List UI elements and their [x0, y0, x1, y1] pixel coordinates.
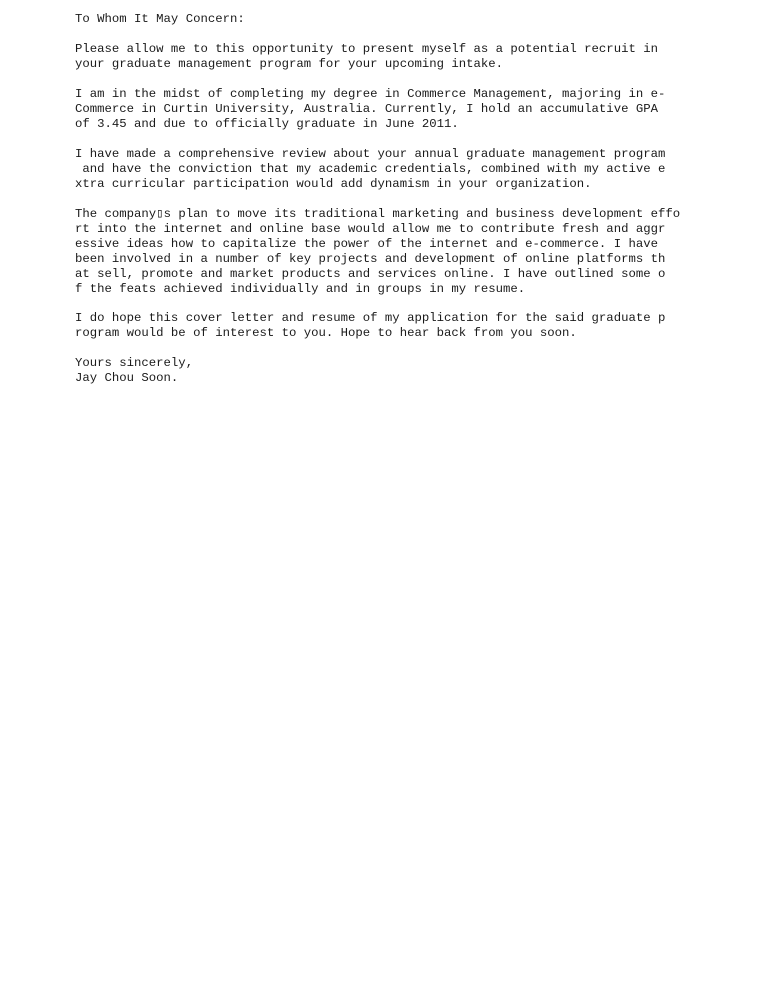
- paragraph-line: Commerce in Curtin University, Australia. Currently, I hold an accumulative GPA: [75, 101, 658, 116]
- paragraph-gap: [75, 27, 755, 42]
- paragraph-line: The company▯s plan to move its traditional marketing and business development effo: [75, 206, 681, 221]
- paragraph-line: been involved in a number of key projects and development of online platforms th: [75, 251, 666, 266]
- paragraph-line: of 3.45 and due to officially graduate in June 2011.: [75, 116, 459, 131]
- paragraph-line: essive ideas how to capitalize the power of the internet and e-commerce. I have: [75, 236, 658, 251]
- paragraph-experience: [75, 207, 755, 297]
- paragraph-line: f the feats achieved individually and in groups in my resume.: [75, 281, 526, 296]
- paragraph-line: I have made a comprehensive review about your annual graduate management program: [75, 146, 666, 161]
- paragraph-line: at sell, promote and market products and services online. I have outlined some o: [75, 266, 666, 281]
- paragraph-education: [75, 87, 755, 132]
- paragraph-line: xtra curricular participation would add dynamism in your organization.: [75, 176, 592, 191]
- paragraph-gap: [75, 132, 755, 147]
- salutation: To Whom It May Concern:: [75, 12, 245, 26]
- paragraph-review: [75, 147, 755, 192]
- signature: Jay Chou Soon.: [75, 371, 179, 386]
- paragraph-gap: [75, 72, 755, 87]
- paragraph-line: and have the conviction that my academic credentials, combined with my active e: [75, 161, 666, 176]
- cover-letter: [75, 12, 755, 386]
- paragraph-intro: [75, 42, 755, 72]
- paragraph-line: rogram would be of interest to you. Hope to hear back from you soon.: [75, 326, 577, 341]
- paragraph-line: I am in the midst of completing my degree in Commerce Management, majoring in e-: [75, 86, 666, 101]
- paragraph-line: Please allow me to this opportunity to present myself as a potential recruit in: [75, 41, 658, 56]
- paragraph-gap: [75, 297, 755, 312]
- paragraph-line: your graduate management program for your upcoming intake.: [75, 56, 504, 71]
- paragraph-line: I do hope this cover letter and resume of my application for the said graduate p: [75, 311, 666, 326]
- paragraph-gap: [75, 341, 755, 356]
- closing: Yours sincerely,: [75, 356, 194, 371]
- paragraph-line: rt into the internet and online base would allow me to contribute fresh and aggr: [75, 221, 666, 236]
- paragraph-closing-remarks: [75, 311, 755, 341]
- paragraph-gap: [75, 192, 755, 207]
